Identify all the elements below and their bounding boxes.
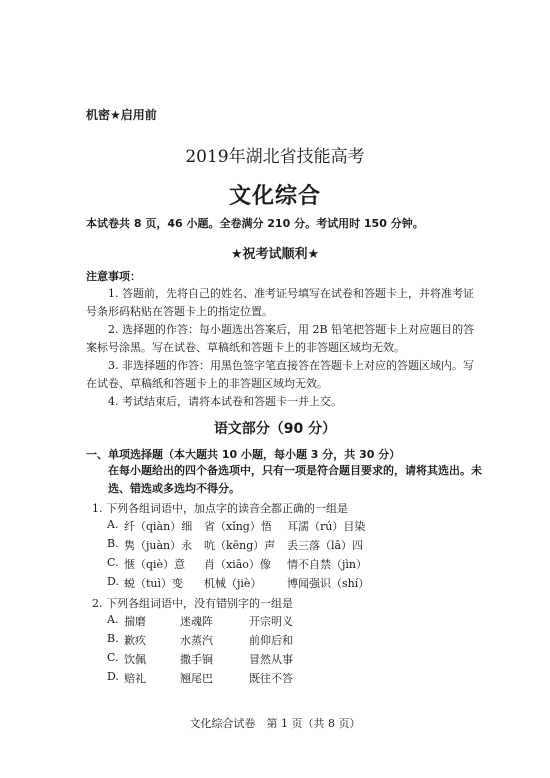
subject-title: 文化综合 bbox=[228, 184, 321, 209]
q1-option-d-label: D. bbox=[107, 575, 119, 588]
notes-heading: 注意事项： bbox=[86, 270, 141, 283]
q1-option-c-word1: 惬（qiè）意 bbox=[124, 558, 186, 571]
part1-instruction: 在每小题给出的四个备选项中，只有一项是符合题目要求的，请将其选出。未选、错选或多选均不得分。 bbox=[108, 464, 482, 495]
q1-option-a-word3: 耳濡（rú）目染 bbox=[287, 520, 366, 533]
exam-intro: 本试卷共 8 页，46 小题。全卷满分 210 分。考试用时 150 分钟。 bbox=[86, 217, 424, 230]
exam-title: 2019年湖北省技能高考 bbox=[185, 147, 365, 167]
question-1-stem: 1. 下列各组词语中，加点字的读音全都正确的一组是 bbox=[92, 502, 348, 515]
q2-option-a-word3: 开宗明义 bbox=[249, 615, 293, 628]
q2-option-d-label: D. bbox=[107, 670, 119, 683]
q1-option-b-word2: 吭（kēng）声 bbox=[204, 539, 276, 552]
q2-option-c-word1: 饮佩 bbox=[124, 653, 146, 666]
section-title: 语文部分（90 分） bbox=[213, 421, 337, 437]
note-item-3: 3. 非选择题的作答：用黑色签字笔直接答在答题卡上对应的答题区域内。写在试卷、草稿纸和答题卡上的非答题区域均无效。 bbox=[86, 359, 474, 390]
q1-option-d-word3: 博闻强识（shí） bbox=[287, 577, 370, 590]
q2-option-d-word1: 赔礼 bbox=[124, 672, 146, 685]
page-footer: 文化综合试卷 第 1 页（共 8 页） bbox=[189, 717, 361, 730]
q2-option-a-word1: 揣磨 bbox=[124, 615, 146, 628]
q1-option-d-word2: 机械（jiè） bbox=[204, 577, 262, 590]
q1-option-c-word3: 情不自禁（jìn） bbox=[287, 558, 368, 571]
q2-option-b-word1: 歉疚 bbox=[124, 634, 146, 647]
q2-option-b-word2: 水蒸汽 bbox=[180, 634, 213, 647]
note-item-2: 2. 选择题的作答：每小题选出答案后，用 2B 铅笔把答题卡上对应题目的答案标号涂黑。写在试卷、草稿纸和答题卡上的非答题区域均无效。 bbox=[86, 323, 475, 354]
q1-option-c-word2: 肖（xiāo）像 bbox=[204, 558, 271, 571]
q2-option-b-label: B. bbox=[107, 632, 119, 645]
q1-option-a-word1: 纤（qiàn）细 bbox=[124, 520, 193, 533]
q2-option-c-word2: 撒手锏 bbox=[180, 653, 213, 666]
q2-option-a-label: A. bbox=[107, 613, 119, 626]
q1-option-c-label: C. bbox=[107, 556, 119, 569]
q2-option-b-word3: 前仰后和 bbox=[249, 634, 293, 647]
q2-option-d-word3: 既往不答 bbox=[249, 672, 293, 685]
q2-option-d-word2: 翘尾巴 bbox=[180, 672, 213, 685]
q2-option-c-label: C. bbox=[107, 651, 119, 664]
q1-option-b-word3: 丢三落（lā）四 bbox=[287, 539, 364, 552]
confidential-label: 机密★启用前 bbox=[86, 108, 157, 122]
note-item-1: 1. 答题前，先将自己的姓名、准考证号填写在试卷和答题卡上，并将准考证号条形码粘贴在答题卡上的指定位置。 bbox=[86, 287, 474, 318]
q1-option-a-word2: 省（xǐng）悟 bbox=[204, 520, 272, 533]
q1-option-a-label: A. bbox=[107, 518, 119, 531]
q2-option-a-word2: 迷魂阵 bbox=[180, 615, 213, 628]
question-2-stem: 2. 下列各组词语中，没有错别字的一组是 bbox=[92, 597, 293, 610]
note-item-4: 4. 考试结束后，请将本试卷和答题卡一并上交。 bbox=[108, 395, 342, 408]
q1-option-b-word1: 隽（juàn）永 bbox=[124, 539, 193, 552]
q1-option-b-label: B. bbox=[107, 537, 119, 550]
blessing-line: ★祝考试顺利★ bbox=[230, 247, 320, 262]
q2-option-c-word3: 冒然从事 bbox=[249, 653, 293, 666]
part1-heading: 一、单项选择题（本大题共 10 小题，每小题 3 分，共 30 分） bbox=[86, 448, 401, 461]
q1-option-d-word1: 蜕（tuì）变 bbox=[124, 577, 184, 590]
